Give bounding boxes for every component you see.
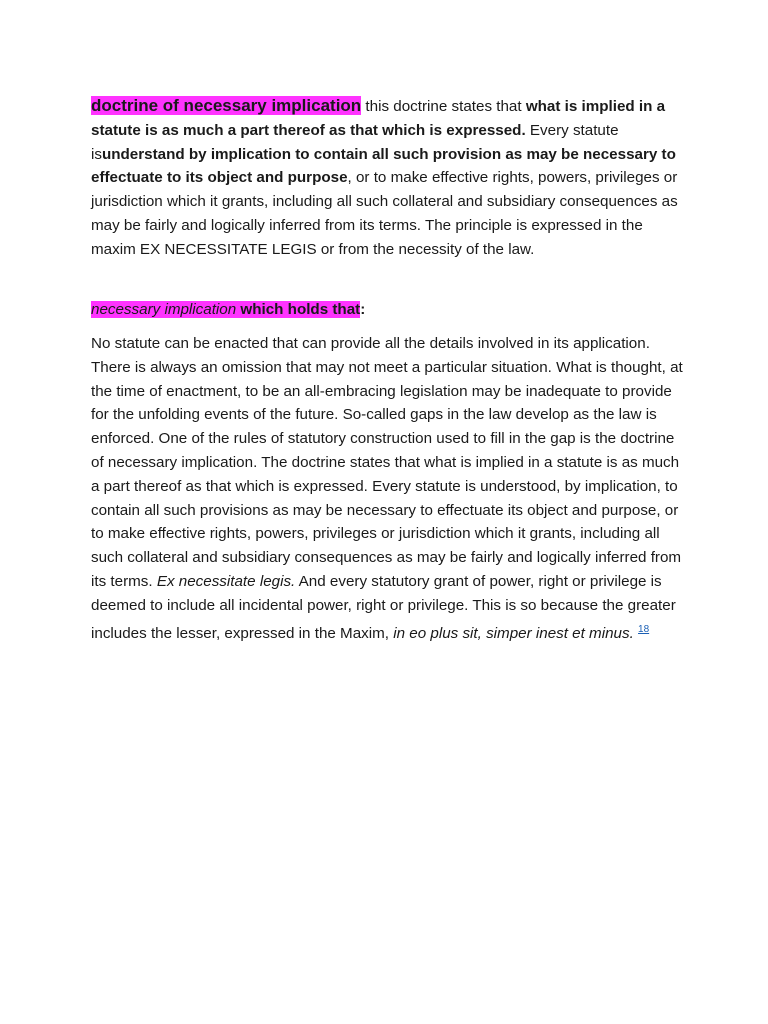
paragraph-explanation bbox=[91, 332, 691, 645]
colon: : bbox=[360, 301, 366, 318]
footnote-link[interactable]: 18 bbox=[638, 623, 650, 635]
text-segment: this doctrine states that bbox=[361, 98, 526, 115]
bold-segment: understand by implication to contain all such provision as may be necessary to effectuate to its object and purpose bbox=[91, 145, 676, 187]
highlighted-term: doctrine of necessary implication bbox=[91, 96, 362, 115]
paragraph-heading bbox=[91, 298, 691, 322]
text-segment: , or to make effective rights, powers, privileges or jurisdiction which it grants, including all such collateral and subsidiary consequences as may be fairly and logically inferred from its terms. The principle is expressed in the maxim EX NECESSITATE LEGIS or from the necessity of the law. bbox=[91, 169, 678, 258]
highlighted-italic-term: necessary implication bbox=[91, 301, 237, 318]
text-segment: No statute can be enacted that can provide all the details involved in its application. There is always an omission that may not meet a particular situation. What is thought, at the time of enactment, to be an all-embracing legislation may be inadequate to provide for the unfolding events of the future. So-called gaps in the law develop as the law is enforced. One of the rules of statutory construction used to fill in the gap is the doctrine of necessary implication. The doctrine states that what is implied in a statute is as much a part thereof as that which is expressed. Every statute is understood, by implication, to contain all such provisions as may be necessary to effectuate its object and purpose, or to make effective rights, powers, privileges or jurisdiction which it grants, including all such collateral and subsidiary consequences as may be fairly and logically inferred from its terms. bbox=[91, 335, 683, 590]
text-segment: Every statute is bbox=[91, 121, 619, 163]
italic-maxim: in eo plus sit, simper inest et minus. bbox=[393, 624, 634, 642]
highlighted-bold-phrase: which holds that bbox=[236, 301, 361, 318]
text-segment: And every statutory grant of power, right or privilege is deemed to include all incidental power, right or privilege. This is so because the greater includes the lesser, expressed in the Maxim, bbox=[91, 572, 676, 642]
bold-segment: what is implied in a statute is as much a part thereof as that which is expressed. bbox=[91, 98, 666, 139]
paragraph-doctrine-definition bbox=[91, 94, 691, 262]
italic-maxim: Ex necessitate legis. bbox=[156, 572, 296, 590]
